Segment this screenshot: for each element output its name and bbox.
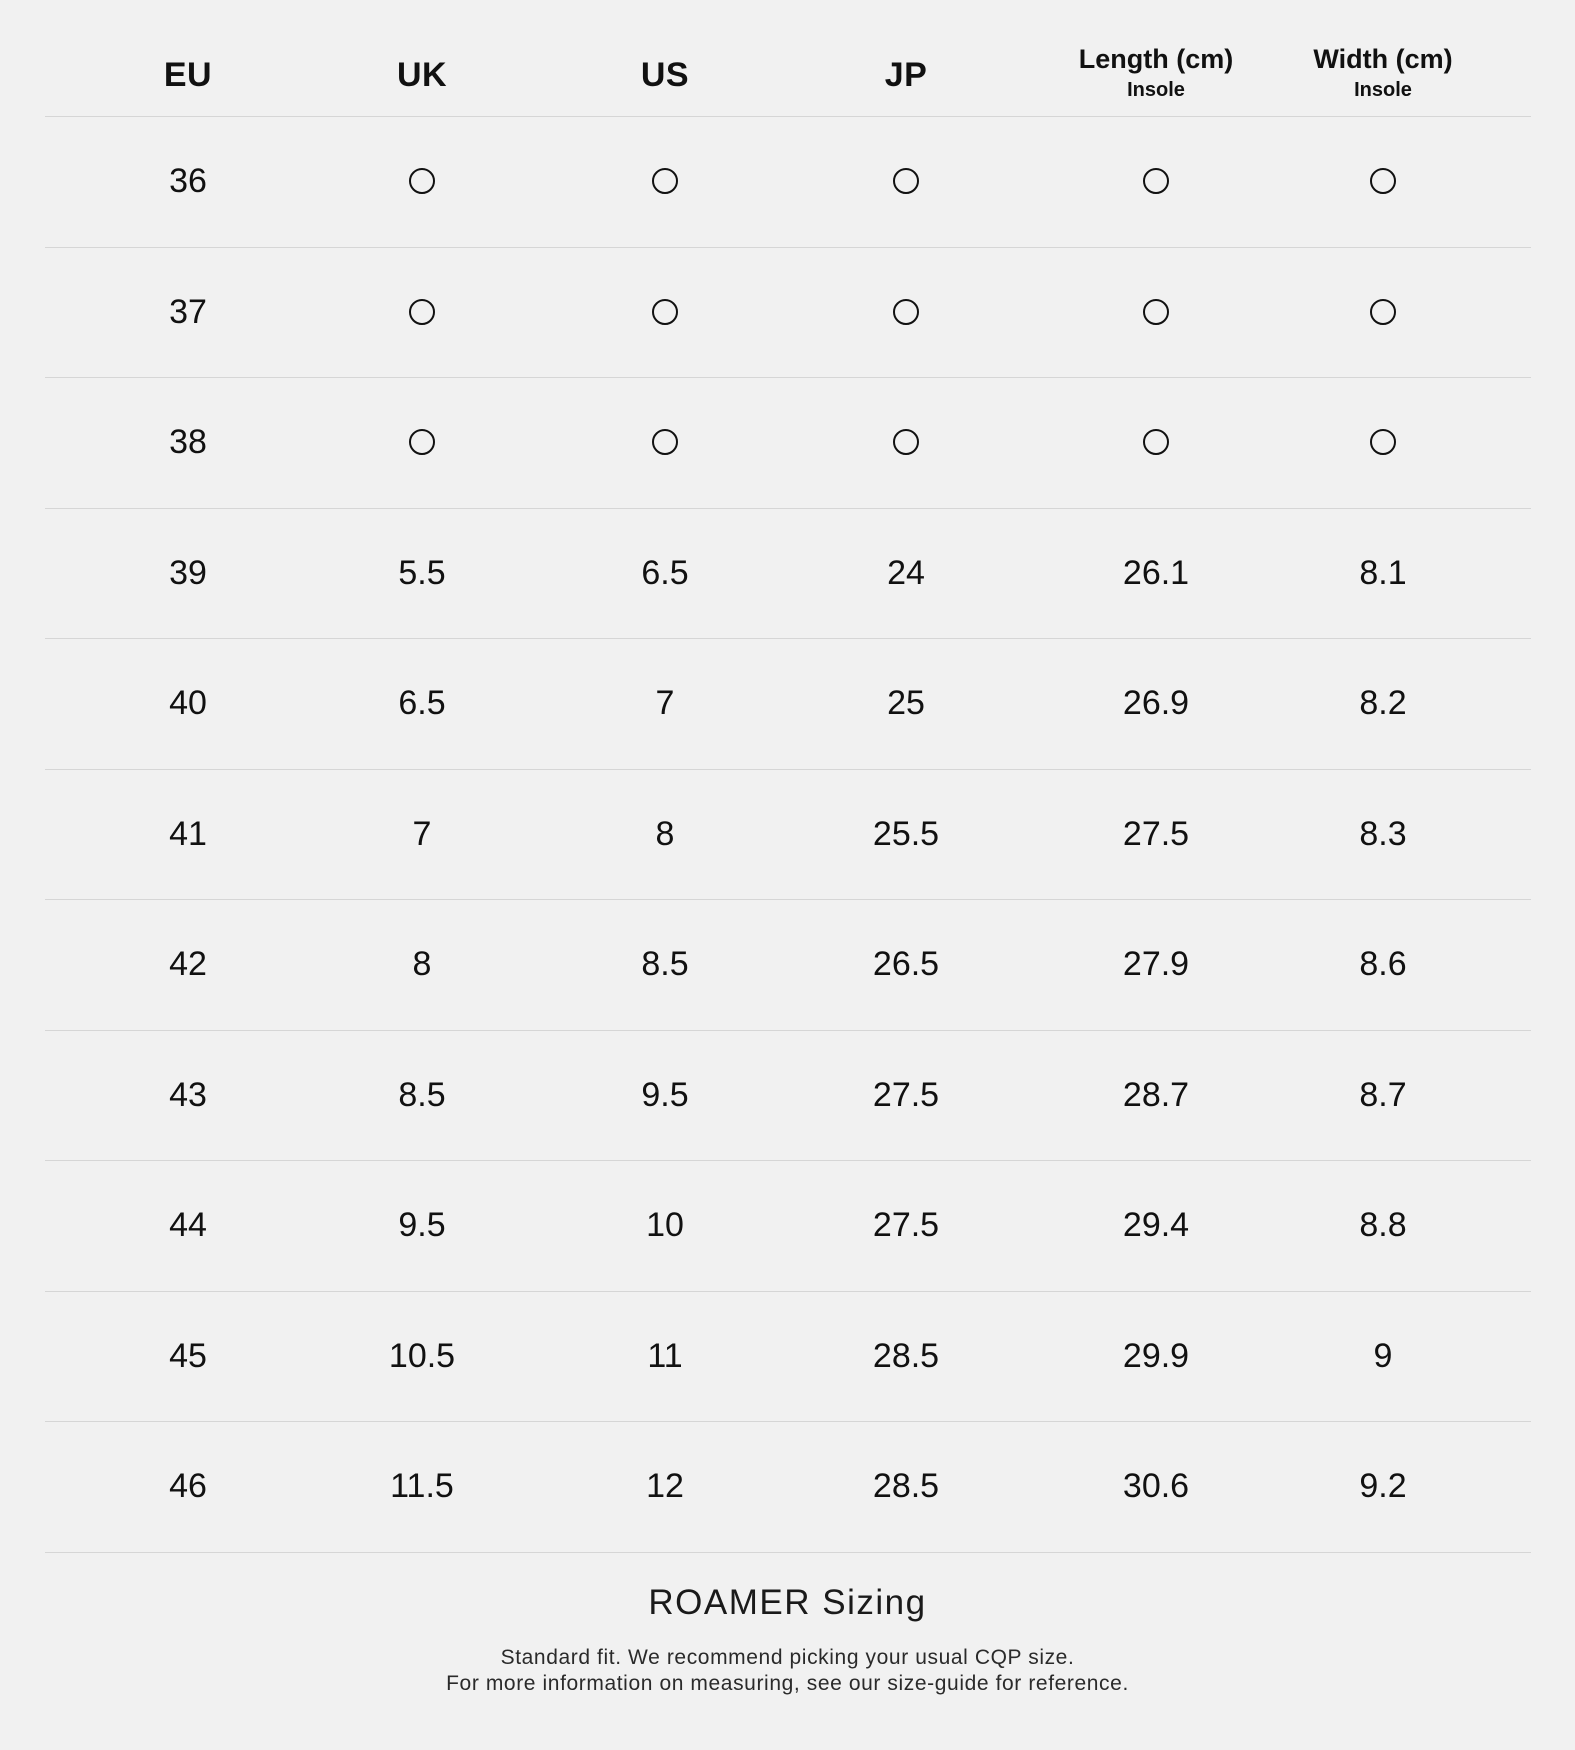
cell-width: 8.8 xyxy=(1359,1206,1407,1244)
header-label: EU xyxy=(163,56,213,94)
header-jp xyxy=(885,56,928,95)
cell-jp xyxy=(893,378,919,508)
unavailable-circle-icon xyxy=(893,429,919,455)
cell-width xyxy=(1370,117,1396,247)
header-eu xyxy=(164,56,212,95)
cell-eu: 45 xyxy=(169,1336,207,1375)
cell-jp xyxy=(893,117,919,247)
unavailable-circle-icon xyxy=(893,299,919,325)
unavailable-circle-icon xyxy=(652,299,678,325)
unavailable-circle-icon xyxy=(1143,429,1169,455)
unavailable-circle-icon xyxy=(893,168,919,194)
cell-eu: 37 xyxy=(169,292,207,331)
unavailable-circle-icon xyxy=(652,168,678,194)
cell-us: 9.5 xyxy=(641,1075,689,1114)
cell-uk xyxy=(409,117,435,247)
header-label: JP xyxy=(884,56,928,94)
header-label: US xyxy=(640,56,690,94)
cell-eu: 41 xyxy=(169,814,207,853)
header-uk xyxy=(397,56,447,95)
table-row xyxy=(45,1422,1531,1553)
table-row xyxy=(45,117,1531,248)
unavailable-circle-icon xyxy=(409,299,435,325)
unavailable-circle-icon xyxy=(1370,429,1396,455)
cell-width: 8.7 xyxy=(1359,1075,1407,1114)
cell-us: 11 xyxy=(647,1336,683,1375)
cell-us: 8.5 xyxy=(641,945,689,983)
header-sublabel: Insole xyxy=(1127,79,1185,101)
unavailable-circle-icon xyxy=(1370,168,1396,194)
cell-width xyxy=(1370,378,1396,508)
cell-width xyxy=(1370,248,1396,378)
cell-uk xyxy=(409,378,435,508)
cell-width: 9.2 xyxy=(1359,1467,1407,1505)
header-label: Width (cm) xyxy=(1313,44,1453,74)
table-row xyxy=(45,1292,1531,1423)
size-table xyxy=(45,0,1531,1553)
cell-eu: 38 xyxy=(169,423,207,461)
cell-us: 7 xyxy=(655,684,675,722)
header-sublabel: Insole xyxy=(1354,79,1412,101)
header-us xyxy=(641,56,689,95)
cell-jp: 26.5 xyxy=(872,945,940,983)
unavailable-circle-icon xyxy=(652,429,678,455)
cell-us: 6.5 xyxy=(641,553,689,592)
cell-uk: 10.5 xyxy=(388,1336,456,1375)
cell-jp: 25 xyxy=(887,684,925,722)
cell-length: 27.5 xyxy=(1122,814,1190,853)
cell-width: 9 xyxy=(1373,1336,1393,1375)
cell-uk: 9.5 xyxy=(398,1206,446,1244)
cell-eu: 42 xyxy=(169,945,207,983)
header-label: UK xyxy=(396,56,448,94)
cell-uk: 8 xyxy=(412,945,432,983)
cell-us xyxy=(652,378,678,508)
cell-uk: 8.5 xyxy=(398,1075,446,1114)
cell-length xyxy=(1143,378,1169,508)
chart-title: ROAMER Sizing xyxy=(648,1583,927,1622)
cell-jp: 28.5 xyxy=(872,1467,940,1505)
fit-note: Standard fit. We recommend picking your usual CQP size. xyxy=(500,1646,1075,1669)
cell-jp: 24 xyxy=(887,553,925,592)
unavailable-circle-icon xyxy=(409,168,435,194)
size-guide-note: For more information on measuring, see our size-guide for reference. xyxy=(446,1672,1129,1695)
cell-length: 26.1 xyxy=(1122,553,1190,592)
cell-us xyxy=(652,117,678,247)
table-header-row xyxy=(45,0,1531,117)
cell-length: 26.9 xyxy=(1122,684,1190,722)
cell-eu: 36 xyxy=(169,162,207,200)
unavailable-circle-icon xyxy=(1143,168,1169,194)
cell-jp: 25.5 xyxy=(872,814,940,853)
cell-eu: 46 xyxy=(169,1467,207,1505)
table-row xyxy=(45,1031,1531,1162)
table-body xyxy=(45,117,1531,1553)
cell-uk: 7 xyxy=(412,814,432,853)
cell-uk: 6.5 xyxy=(398,684,446,722)
cell-length: 29.4 xyxy=(1122,1206,1190,1244)
cell-length: 28.7 xyxy=(1122,1075,1190,1114)
header-length xyxy=(1079,44,1234,104)
cell-jp: 27.5 xyxy=(872,1075,940,1114)
cell-width: 8.6 xyxy=(1359,945,1407,983)
cell-width: 8.3 xyxy=(1359,814,1407,853)
cell-eu: 43 xyxy=(169,1075,207,1114)
cell-eu: 44 xyxy=(169,1206,207,1244)
cell-length xyxy=(1143,117,1169,247)
cell-uk xyxy=(409,248,435,378)
unavailable-circle-icon xyxy=(1143,299,1169,325)
cell-jp: 27.5 xyxy=(872,1206,940,1244)
unavailable-circle-icon xyxy=(409,429,435,455)
cell-length: 27.9 xyxy=(1122,945,1190,983)
table-row xyxy=(45,1161,1531,1292)
table-row xyxy=(45,900,1531,1031)
table-row xyxy=(45,639,1531,770)
cell-us xyxy=(652,248,678,378)
cell-width: 8.2 xyxy=(1359,684,1407,722)
unavailable-circle-icon xyxy=(1370,299,1396,325)
cell-eu: 40 xyxy=(169,684,207,722)
cell-eu: 39 xyxy=(169,553,207,592)
cell-uk: 11.5 xyxy=(390,1467,454,1505)
cell-length: 29.9 xyxy=(1122,1336,1190,1375)
cell-length: 30.6 xyxy=(1122,1467,1190,1505)
cell-us: 8 xyxy=(655,814,675,853)
cell-us: 12 xyxy=(646,1467,684,1505)
table-row xyxy=(45,509,1531,640)
header-label: Length (cm) xyxy=(1078,44,1234,74)
cell-width: 8.1 xyxy=(1359,553,1407,592)
cell-us: 10 xyxy=(646,1206,684,1244)
cell-uk: 5.5 xyxy=(398,553,446,592)
table-row xyxy=(45,378,1531,509)
table-row xyxy=(45,248,1531,379)
table-row xyxy=(45,770,1531,901)
cell-length xyxy=(1143,248,1169,378)
cell-jp: 28.5 xyxy=(872,1336,940,1375)
header-width xyxy=(1313,44,1452,104)
cell-jp xyxy=(893,248,919,378)
